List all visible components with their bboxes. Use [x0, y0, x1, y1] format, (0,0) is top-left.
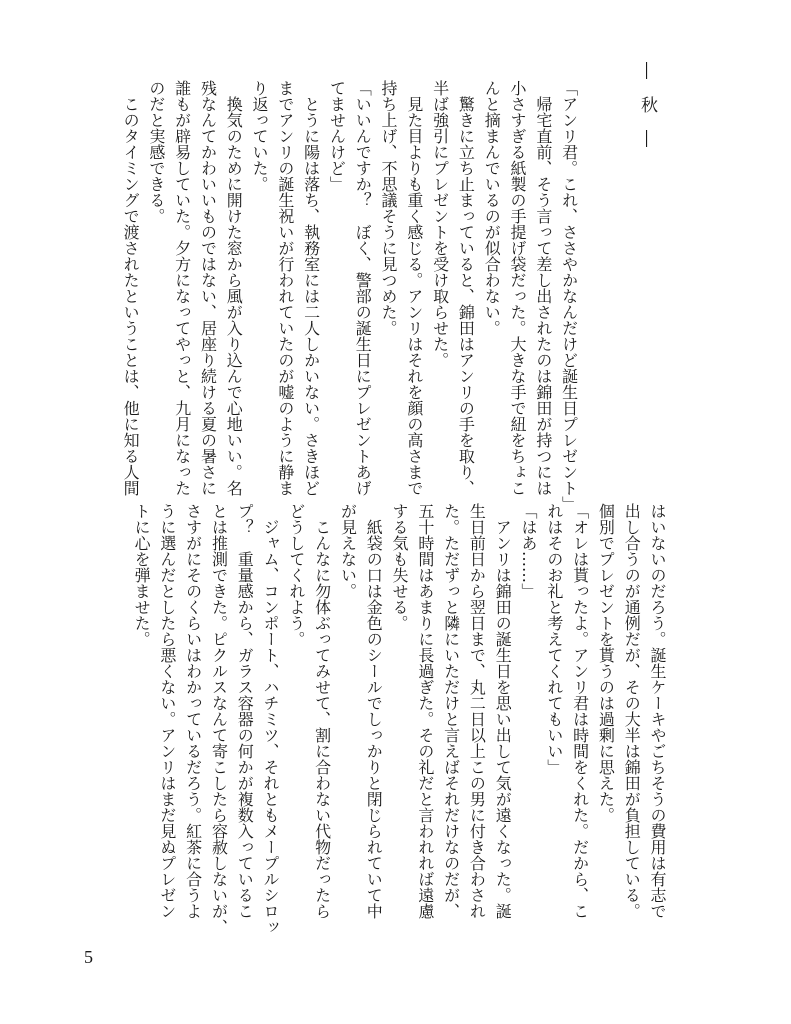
text-line: プ？ 重量感から、ガラス容器の何かが複数入っているこ: [235, 503, 255, 919]
text-line: こんなに勿体ぶってみせて、割に合わない代物だったら: [312, 503, 332, 919]
text-line: 出し合うのが通例だが、その大半は錦田が負担している。: [622, 503, 642, 919]
page-number: 5: [84, 947, 93, 967]
text-line: のだと実感できる。: [146, 80, 166, 224]
text-line: た。ただずっと隣にいただけと言えばそれだけなのだが、: [441, 503, 461, 919]
text-line: はいないのだろう。誕生ケーキやごちそうの費用は有志で: [648, 503, 667, 919]
text-line: 「いいんですか？ ぼく、警部の誕生日にプレゼントあげ: [353, 80, 373, 496]
text-line: 個別でプレゼントを貰うのは過剰に思えた。: [596, 503, 616, 823]
text-line: までアンリの誕生祝いが行われていたのが嘘のように静ま: [275, 80, 295, 496]
text-line: 「オレは貰ったよ。アンリ君は時間をくれた。だから、こ: [570, 503, 590, 919]
text-line: とうに陽は落ち、執務室には二人しかいない。さきほど: [301, 80, 321, 496]
text-line: 生日前日から翌日まで、丸二日以上この男に付き合わされ: [467, 503, 487, 919]
text-line: 半ば強引にプレゼントを受け取らせた。: [430, 80, 450, 368]
text-line: 「はあ……」: [519, 503, 539, 599]
text-line: アンリは錦田の誕生日を思い出して気が遠くなった。誕: [493, 503, 513, 919]
text-line: 驚きに立ち止まっていると、錦田はアンリの手を取り、: [456, 80, 476, 496]
blank-column: [582, 80, 608, 484]
bottom-text-block: [128, 503, 670, 935]
text-line: 誰もが辟易していた。夕方になってやっと、九月になった: [172, 80, 192, 496]
text-line: が見えない。: [338, 503, 358, 599]
text-line: 「アンリ君。これ、ささやかなんだけど誕生日プレゼント」: [559, 80, 579, 512]
text-line: れはそのお礼と考えてくれてもいい」: [544, 503, 564, 775]
text-line: 換気のために開けた窓から風が入り込んで心地いい。名: [224, 80, 244, 496]
text-line: 持ち上げ、不思議そうに見つめた。: [379, 80, 399, 336]
text-line: 見た目よりも重く感じる。アンリはそれを顔の高さまで: [404, 80, 424, 496]
text-line: さすがにそのくらいはわかっているだろう。紅茶に合うよ: [183, 503, 203, 919]
text-line: 五十時間はあまりに長過ぎた。その礼だと言われれば遠慮: [415, 503, 435, 919]
text-line: トに心を弾ませた。: [132, 503, 152, 647]
text-line: り返っていた。: [250, 80, 270, 192]
text-line: ジャム、コンポート、ハチミツ、それともメープルシロッ: [261, 503, 281, 935]
text-line: する気も失せる。: [390, 503, 410, 631]
text-line: 小さすぎる紙製の手提げ袋だった。大きな手で紐をちょこ: [508, 80, 528, 496]
text-line: 帰宅直前、そう言って差し出されたのは錦田が持つには: [533, 80, 553, 496]
text-line: どうしてくれよう。: [286, 503, 306, 647]
text-line: とは推測できた。ピクルスなんて寄こしたら容赦しないが、: [209, 503, 229, 935]
blank-column: [607, 80, 633, 484]
text-line: 残なんてかわいいものではない、居座り続ける夏の暑さに: [198, 80, 218, 496]
text-line: てませんけど」: [327, 80, 347, 192]
top-text-block: [117, 62, 659, 512]
chapter-heading: ― 秋 ―: [637, 62, 657, 147]
text-line: うに選んだとしたら悪くない。アンリはまだ見ぬプレゼン: [157, 503, 177, 919]
text-line: このタイミングで渡されたということは、他に知る人間: [121, 80, 141, 496]
text-line: 紙袋の口は金色のシールでしっかりと閉じられていて中: [364, 503, 384, 919]
text-line: んと摘まんでいるのが似合わない。: [482, 80, 502, 336]
